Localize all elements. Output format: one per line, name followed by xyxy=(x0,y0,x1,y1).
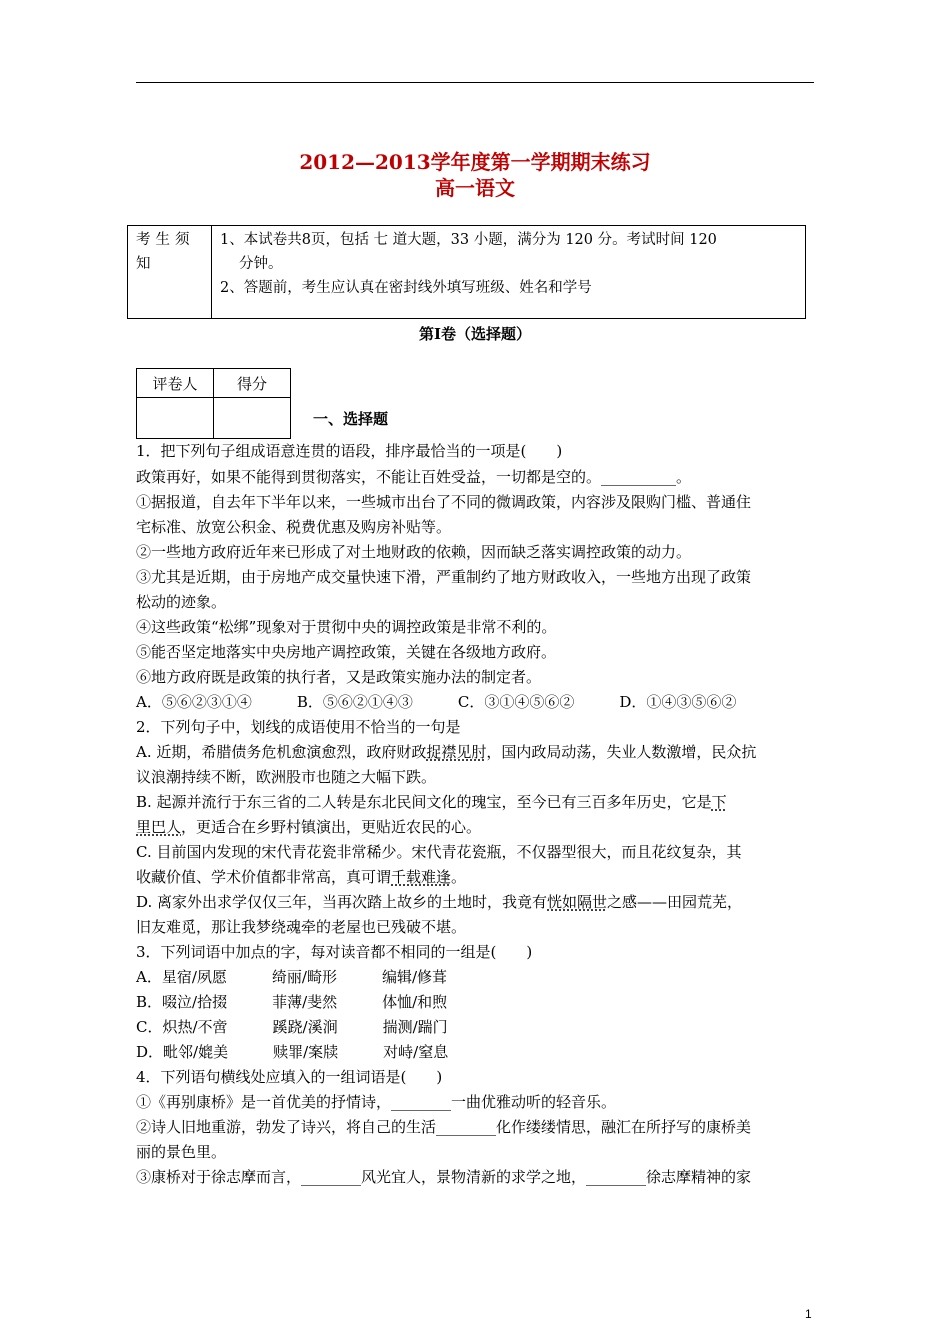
grader-header: 评卷人 xyxy=(137,369,214,398)
question-1-sentence-1: ①据报道，自去年下半年以来，一些城市出台了不同的微调政策，内容涉及限购门槛、普通住 xyxy=(136,493,752,511)
question-3-stem: 3．下列词语中加点的字，每对读音都不相同的一组是( ) xyxy=(136,943,533,961)
question-1-sentence-6: ⑥地方政府既是政策的执行者，又是政策实施办法的制定者。 xyxy=(136,668,542,686)
question-2-option-c-cont: 收藏价值、学术价值都非常高，真可谓千载难逢。 xyxy=(136,868,467,886)
candidate-notice-box xyxy=(127,225,806,319)
question-1-stem: 1．把下列句子组成语意连贯的语段，排序最恰当的一项是( ) xyxy=(136,442,563,460)
question-2-stem: 2．下列句子中，划线的成语使用不恰当的一句是 xyxy=(136,718,461,736)
question-2-option-d-cont: 旧友难觅，那让我梦绕魂牵的老屋也已残破不堪。 xyxy=(136,918,467,936)
question-4-sentence-2-cont: 丽的景色里。 xyxy=(136,1143,227,1161)
part-heading: 一、选择题 xyxy=(313,410,389,428)
score-table xyxy=(136,368,291,439)
notice-label-cell xyxy=(128,226,212,318)
question-1-sentence-4: ④这些政策“松绑”现象对于贯彻中央的调控政策是非常不利的。 xyxy=(136,618,557,636)
question-3-option-b: B．啜泣/拾掇 菲薄/斐然 体恤/和煦 xyxy=(136,993,448,1011)
idiom-b-part2: 里巴人 xyxy=(136,818,182,836)
header-rule xyxy=(136,82,814,83)
score-header: 得分 xyxy=(214,369,291,398)
question-1-sentence-2: ②一些地方政府近年来已形成了对土地财政的依赖，因而缺乏落实调控政策的动力。 xyxy=(136,543,692,561)
question-2-option-a: A. 近期，希腊债务危机愈演愈烈，政府财政捉襟见肘，国内政局动荡，失业人数激增，民众抗 xyxy=(136,743,757,761)
question-4-stem: 4．下列语句横线处应填入的一组词语是( ) xyxy=(136,1068,443,1086)
question-1-sentence-5: ⑤能否坚定地落实中央房地产调控政策，关键在各级地方政府。 xyxy=(136,643,557,661)
question-1-options: A．⑤⑥②③①④ B．⑤⑥②①④③ C．③①④⑤⑥② D．①④③⑤⑥② xyxy=(136,693,737,711)
question-2-option-b: B. 起源并流行于东三省的二人转是东北民间文化的瑰宝，至今已有三百多年历史，它是下 xyxy=(136,793,727,811)
question-4-sentence-1: ①《再别康桥》是一首优美的抒情诗，________一曲优雅动听的轻音乐。 xyxy=(136,1093,617,1111)
question-3-option-c: C．炽热/不啻 蹊跷/溪涧 揣测/踹门 xyxy=(136,1018,448,1036)
idiom-a: 捉襟见肘 xyxy=(426,743,487,761)
idiom-d: 恍如隔世 xyxy=(547,893,608,911)
question-2-option-d: D. 离家外出求学仅仅三年，当再次踏上故乡的土地时，我竟有恍如隔世之感——田园荒芜， xyxy=(136,893,743,911)
question-4-sentence-2: ②诗人旧地重游，勃发了诗兴，将自己的生活________化作缕缕情思，融汇在所抒写的康桥美 xyxy=(136,1118,752,1136)
question-3-option-a: A．星宿/夙愿 绮丽/畸形 编辑/修葺 xyxy=(136,968,447,986)
notice-item-1-cont: 分钟。 xyxy=(239,256,283,272)
exam-title: 2012—2013学年度第一学期期末练习 xyxy=(299,150,651,174)
question-2-option-c: C. 目前国内发现的宋代青花瓷非常稀少。宋代青花瓷瓶，不仅器型很大，而且花纹复杂，其 xyxy=(136,843,742,861)
section-title: 第I卷（选择题） xyxy=(418,325,532,343)
question-2-option-a-cont: 议浪潮持续不断，欧洲股市也随之大幅下跌。 xyxy=(136,768,437,786)
exam-subject: 高一语文 xyxy=(435,176,515,200)
question-1-sentence-3: ③尤其是近期，由于房地产成交量快速下滑，严重制约了地方财政收入，一些地方出现了政策 xyxy=(136,568,752,586)
question-3-option-d: D．毗邻/媲美 赎罪/案牍 对峙/窒息 xyxy=(136,1043,449,1061)
grader-cell xyxy=(137,398,214,439)
notice-item-1: 1、本试卷共8页，包括 七 道大题，33 小题，满分为 120 分。考试时间 120 xyxy=(220,232,717,248)
question-1-sentence-1-cont: 宅标准、放宽公积金、税费优惠及购房补贴等。 xyxy=(136,518,452,536)
notice-item-2: 2、答题前，考生应认真在密封线外填写班级、姓名和学号 xyxy=(220,280,592,296)
notice-label: 考生须知 xyxy=(136,232,195,272)
idiom-b-part1: 下 xyxy=(711,793,727,811)
question-2-option-b-cont: 里巴人，更适合在乡野村镇演出，更贴近农民的心。 xyxy=(136,818,482,836)
question-4-sentence-3: ③康桥对于徐志摩而言，________风光宜人，景物清新的求学之地，________徐志摩精神的家 xyxy=(136,1168,752,1186)
page-number: 1 xyxy=(805,1307,812,1321)
question-1-sentence-3-cont: 松动的迹象。 xyxy=(136,593,227,611)
idiom-c: 千载难逢 xyxy=(391,868,452,886)
score-cell xyxy=(214,398,291,439)
question-1-context: 政策再好，如果不能得到贯彻落实，不能让百姓受益，一切都是空的。__________。 xyxy=(136,468,692,486)
